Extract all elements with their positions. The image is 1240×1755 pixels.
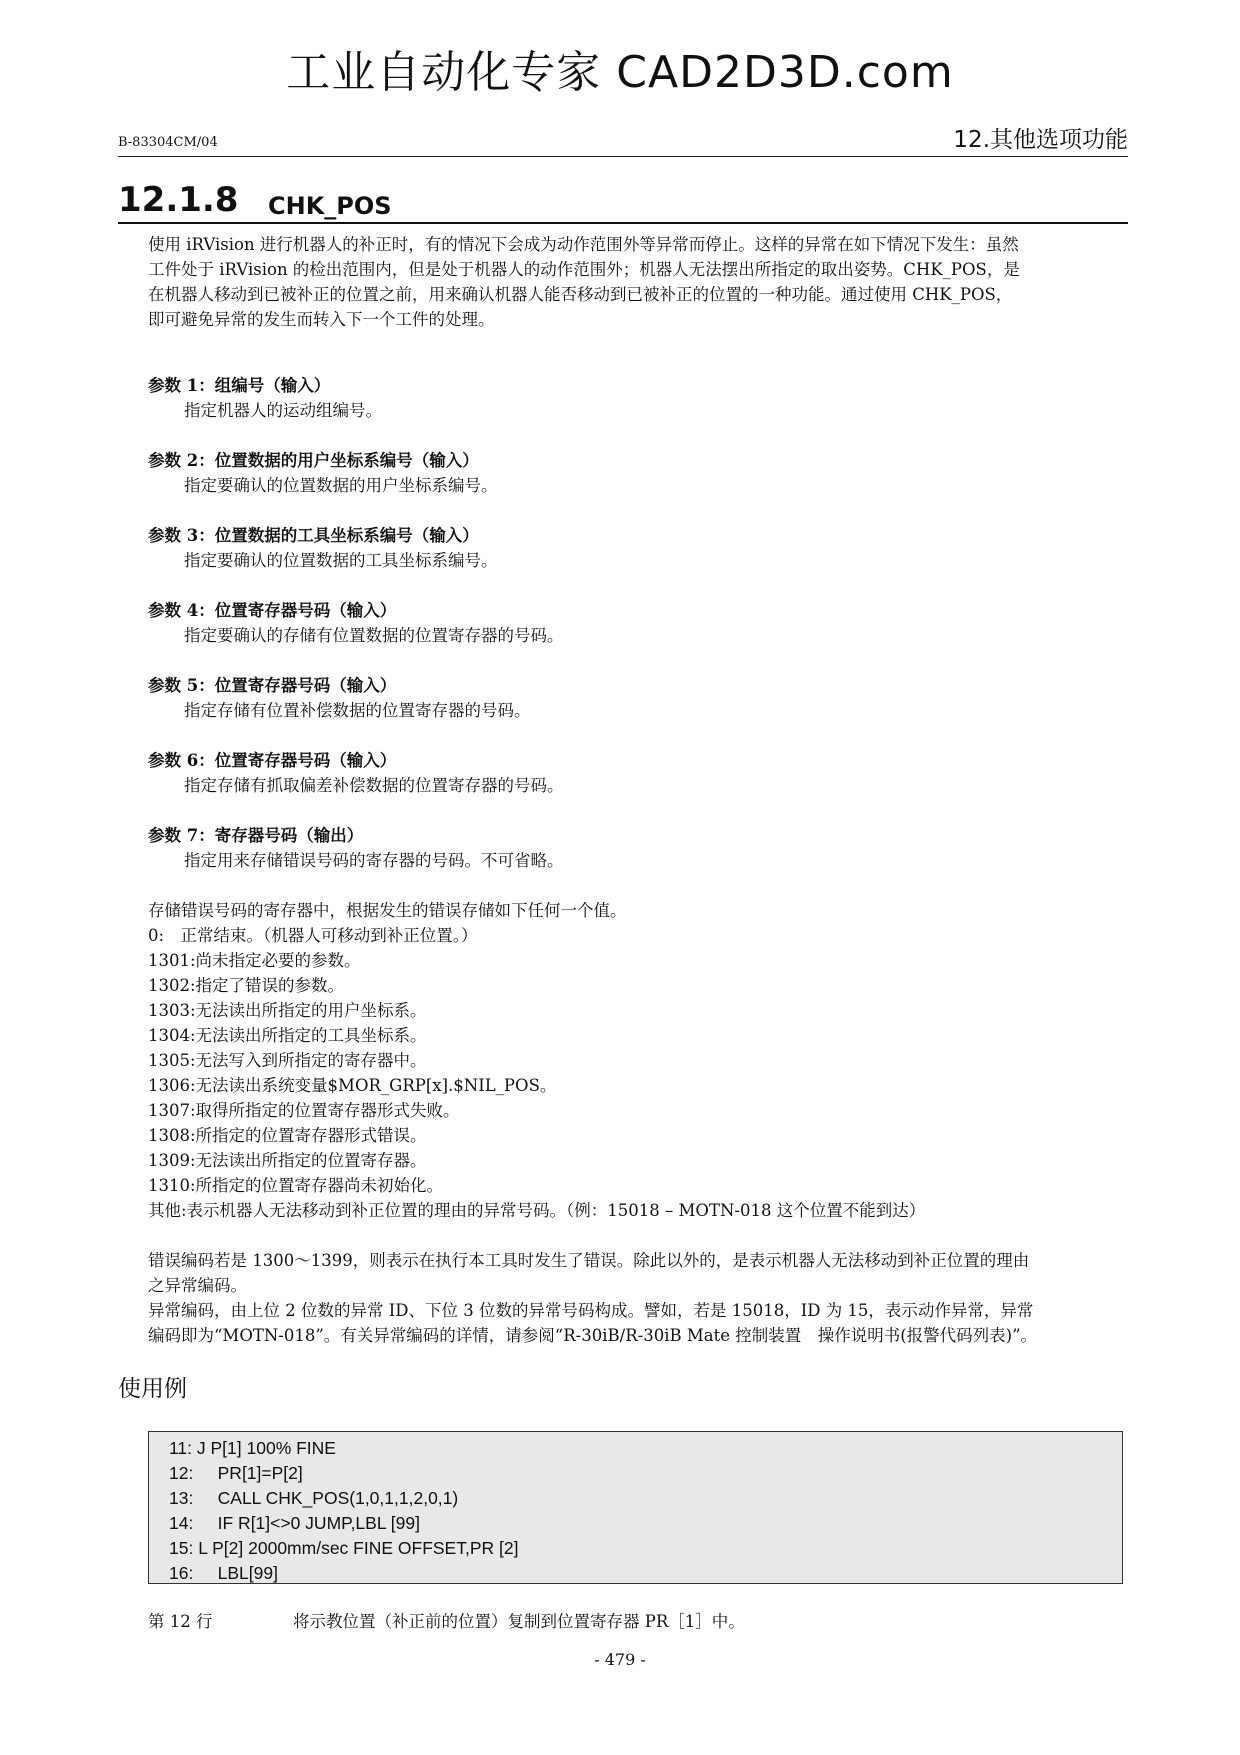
param-desc: 指定存储有抓取偏差补偿数据的位置寄存器的号码。 <box>184 776 564 795</box>
code-line: 12: PR[1]=P[2] <box>169 1463 303 1483</box>
example-heading: 使用例 <box>118 1376 187 1402</box>
section-heading <box>118 178 1128 224</box>
error-line: 存储错误号码的寄存器中，根据发生的错误存储如下任何一个值。 <box>148 901 627 920</box>
param-title: 参数 6：位置寄存器号码（输入） <box>148 751 397 770</box>
code-line: 11: J P[1] 100% FINE <box>169 1438 336 1458</box>
intro-line: 使用 iRVision 进行机器人的补正时，有的情况下会成为动作范围外等异常而停止。这样的异常在如下情况下发生：虽然 <box>148 235 1019 254</box>
param-desc: 指定机器人的运动组编号。 <box>184 401 382 420</box>
watermark-text: 工业自动化专家 CAD2D3D.com <box>286 47 954 98</box>
note-line: 编码即为“MOTN-018”。有关异常编码的详情，请参阅“R-30iB/R-30iB Mate 控制装置 操作说明书(报警代码列表)”。 <box>148 1326 1038 1345</box>
error-line: 1309:无法读出所指定的位置寄存器。 <box>148 1151 427 1170</box>
code-line: 16: LBL[99] <box>169 1563 278 1583</box>
error-line: 1301:尚未指定必要的参数。 <box>148 951 361 970</box>
main-content <box>148 232 1128 1348</box>
param-block <box>148 523 1128 573</box>
note-line: 错误编码若是 1300～1399，则表示在执行本工具时发生了错误。除此以外的，是表示机器人无法移动到补正位置的理由 <box>148 1251 1030 1270</box>
error-line: 1307:取得所指定的位置寄存器形式失败。 <box>148 1101 460 1120</box>
section-name: CHK_POS <box>268 192 392 220</box>
intro-line: 即可避免异常的发生而转入下一个工件的处理。 <box>148 310 495 329</box>
line-explanation <box>148 1608 745 1632</box>
param-title: 参数 4：位置寄存器号码（输入） <box>148 601 397 620</box>
page-header <box>118 120 1128 157</box>
param-desc: 指定存储有位置补偿数据的位置寄存器的号码。 <box>184 701 531 720</box>
line-note-label: 第 12 行 <box>148 1612 213 1631</box>
error-line: 1308:所指定的位置寄存器形式错误。 <box>148 1126 427 1145</box>
doc-id: B-83304CM/04 <box>118 135 218 150</box>
error-line: 1302:指定了错误的参数。 <box>148 976 345 995</box>
intro-paragraph <box>148 232 1128 332</box>
error-line: 1305:无法写入到所指定的寄存器中。 <box>148 1051 427 1070</box>
error-notes <box>148 1248 1128 1348</box>
param-block <box>148 748 1128 798</box>
param-desc: 指定要确认的位置数据的用户坐标系编号。 <box>184 476 498 495</box>
param-block <box>148 373 1128 423</box>
param-title: 参数 7：寄存器号码（输出） <box>148 826 364 845</box>
param-block <box>148 823 1128 873</box>
code-line: 15: L P[2] 2000mm/sec FINE OFFSET,PR [2] <box>169 1538 519 1558</box>
param-desc: 指定要确认的位置数据的工具坐标系编号。 <box>184 551 498 570</box>
page-number: - 479 - <box>594 1650 646 1669</box>
line-note-text: 将示教位置（补正前的位置）复制到位置寄存器 PR［1］中。 <box>293 1612 745 1631</box>
param-title: 参数 2：位置数据的用户坐标系编号（输入） <box>148 451 479 470</box>
error-line: 1303:无法读出所指定的用户坐标系。 <box>148 1001 427 1020</box>
error-code-list <box>148 898 1128 1223</box>
param-block <box>148 598 1128 648</box>
section-number: 12.1.8 <box>118 180 239 220</box>
note-line: 异常编码，由上位 2 位数的异常 ID、下位 3 位数的异常号码构成。譬如，若是 15018，ID 为 15，表示动作异常，异常 <box>148 1301 1034 1320</box>
error-line: 其他:表示机器人无法移动到补正位置的理由的异常号码。（例：15018 – MOTN-018 这个位置不能到达） <box>148 1201 926 1220</box>
param-block <box>148 673 1128 723</box>
note-line: 之异常编码。 <box>148 1276 247 1295</box>
param-title: 参数 3：位置数据的工具坐标系编号（输入） <box>148 526 479 545</box>
error-line: 0: 正常结束。（机器人可移动到补正位置。） <box>148 926 478 945</box>
param-title: 参数 5：位置寄存器号码（输入） <box>148 676 397 695</box>
param-desc: 指定用来存储错误号码的寄存器的号码。不可省略。 <box>184 851 564 870</box>
param-desc: 指定要确认的存储有位置数据的位置寄存器的号码。 <box>184 626 564 645</box>
param-title: 参数 1：组编号（输入） <box>148 376 331 395</box>
error-line: 1310:所指定的位置寄存器尚未初始化。 <box>148 1176 444 1195</box>
code-line: 13: CALL CHK_POS(1,0,1,1,2,0,1) <box>169 1488 459 1508</box>
error-line: 1306:无法读出系统变量$MOR_GRP[x].$NIL_POS。 <box>148 1076 557 1095</box>
error-line: 1304:无法读出所指定的工具坐标系。 <box>148 1026 427 1045</box>
intro-line: 工件处于 iRVision 的检出范围内，但是处于机器人的动作范围外；机器人无法摆出所指定的取出姿势。CHK_POS，是 <box>148 260 1020 279</box>
code-line: 14: IF R[1]<>0 JUMP,LBL [99] <box>169 1513 420 1533</box>
code-example-box <box>148 1431 1123 1584</box>
chapter-title: 12.其他选项功能 <box>953 127 1128 153</box>
param-block <box>148 448 1128 498</box>
intro-line: 在机器人移动到已被补正的位置之前，用来确认机器人能否移动到已被补正的位置的一种功能。通过使用 CHK_POS， <box>148 285 1013 304</box>
